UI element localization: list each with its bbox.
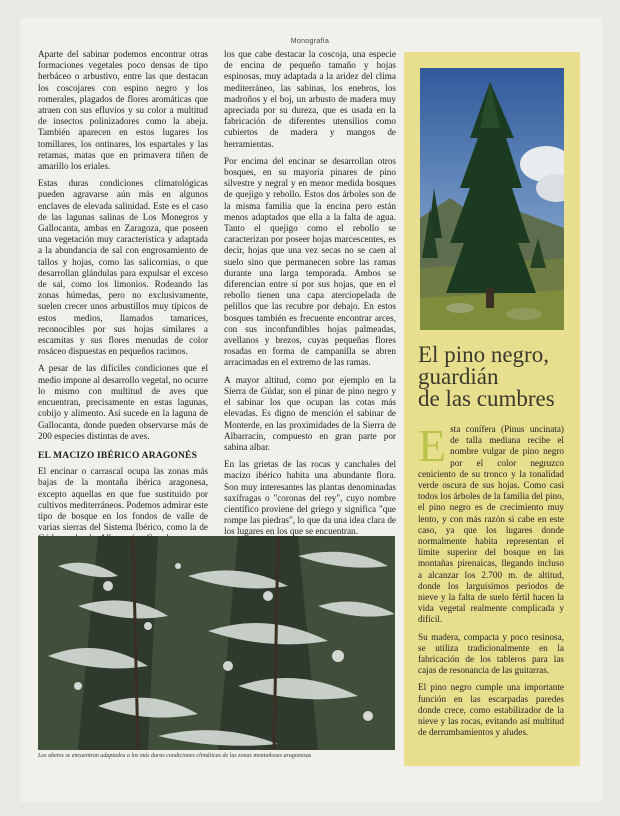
sidebar-intro-text: sta conífera (Pinus uncinata) de talla mediana recibe el nombre vulgar de pino negro por el color negruzco ceniciento de su tronco y la tonalidad verde oscura de sus hojas. Como casi todos los árboles de la familia del pino, el pino negro es de crecimiento muy lento, y con más razón si cabe en este caso, ya que los lugares donde normalmente habita representan el límite superior del bosque en las montañas pirenaicas, llegando incluso a alcanzar los 2.700 m. de altitud, donde los larguísimos periodos de nieve y la falta de suelo fértil hacen la vida vegetal realmente complicada y difícil. [418, 424, 564, 625]
col2-paragraph: En las grietas de las rocas y canchales del macizo ibérico habita una abundante flora. Son muy interesantes las plantas denominadas saxífragas o "coronas del rey", cuyo nombre científico proviene del griego y significa "que rompe las piedras", lo que da una idea clara de los lugares en los que se encuentran. [224, 459, 396, 537]
sidebar-paragraph: El pino negro cumple una importante función en las escarpadas paredes donde crece, como estabilizador de la nieve y las rocas, evitando así multitud de derrumbamientos y aludes. [418, 682, 564, 738]
sidebar-body [418, 420, 564, 744]
snowy-firs-photo [38, 536, 395, 750]
text-column-1 [38, 49, 208, 562]
col2-paragraph: los que cabe destacar la coscoja, una especie de encina de pequeño tamaño y hojas espinosas, muy adaptada a la aridez del clima mediterráneo, las sabinas, los enebros, los madroños y el boj, un arbusto de madera muy apreciada por su dureza, que es usada en la fabricación de diferentes utensilios como cubiertos de madera y mangos de herramientas. [224, 49, 396, 149]
sidebar-title-line: guardián [418, 364, 499, 389]
text-column-2 [224, 49, 396, 544]
col1-paragraph: El encinar o carrascal ocupa las zonas más bajas de la montaña ibérica aragonesa, excepto aquellas en que fue sustituido por cultivos mediterráneos. Podemos admirar este tipo de bosque en los fondos de valle de varias sierras del Sistema Ibérico, como la de [38, 466, 208, 533]
col1-paragraph: Aparte del sabinar podemos encontrar otras formaciones vegetales poco densas de tipo herbáceo o arbustivo, entre las que destacan los coscojares con espino negro y los romerales, plagados de flores aromáticas que atraen con sus efluvios y su color a multitud de insectos polinizadores como la abeja. También aparecen en estos lugares los tomillares, los ontinares, los espartales y las retamas, matas que en primavera tiñen de amarillo los eriales. [38, 49, 208, 172]
drop-cap: E [418, 420, 447, 471]
col1-paragraph: Estas duras condiciones climatológicas pueden agravarse aún más en algunos enclaves de elevada salinidad. Este es el caso de las lagunas salinas de Los Monegros y Gallocanta, ambas en Zaragoza, que poseen una vegetación muy característica y adaptada a la abundancia de sal con engrosamiento de tallos y hojas, como las salicornias, o que desarrollan glándulas para expulsar el exceso de sal, como los limonios. Rodeando las zonas húmedas, pero no exclusivamente, suelen crecer unos arbustillos muy típicos de estos medios, llamados tamarices, reconocibles por sus hojas similares a escamitas y sus flores menudas de color rosáceo dispuestas en pequeños racimos. [38, 178, 208, 357]
section-header: Monografía [290, 38, 330, 45]
col1-paragraph: A pesar de las difíciles condiciones que el medio impone al desarrollo vegetal, no ocurre lo mismo con multitud de aves que encuentran, precisamente en estas lagunas, cobijo y alimento. Así sucede en la laguna de Gallocanta, donde pueden observarse más de 200 especies distintas de aves. [38, 363, 208, 441]
pine-tree-photo [420, 68, 564, 330]
sidebar-title-line: de las cumbres [418, 386, 555, 411]
col2-paragraph: Por encima del encinar se desarrollan otros bosques, en su mayoría pinares de pino silvestre y negral y en menor medida bosques de quejigo y rebollo. Estos dos árboles son de la misma familia que la encina pero están menos adaptados que ella a la falta de agua. Tanto el quejigo como el rebollo se caracterizan por poseer hojas marcescentes, es decir, hojas que una vez secas no se caen al suelo sino que permanecen sobre las ramas durante una larga temporada. Ambos se diferencian entre sí por sus hojas, que en el rebollo tienen una capa aterciopelada de pelillos que las recubre por debajo. En estos bosques también es frecuente encontrar arces, con sus inconfundibles hojas palmeadas, avellanos y brezos, cuyas pequeñas flores rosadas en forma de campanilla se abren arracimadas en el extremo de las ramas. [224, 155, 396, 368]
sidebar-paragraph [418, 420, 564, 626]
sidebar-paragraph: Su madera, compacta y poco resinosa, se utiliza tradicionalmente en la fabricación de los tableros para las cajas de resonancia de las guitarras. [418, 631, 564, 676]
sidebar-title [418, 344, 568, 410]
col2-paragraph: A mayor altitud, como por ejemplo en la Sierra de Gúdar, son el pinar de pino negro y el sabinar los que ocupan las cotas más elevadas. Es digno de mención el sabinar de Monterde, en las proximidades de la Sierra de Albarracín, compuesto en gran parte por sabina albar. [224, 374, 396, 452]
section-subheading: EL MACIZO IBÉRICO ARAGONÉS [38, 450, 198, 461]
photo-caption: Los abetos se encuentran adaptados a las más duras condiciones climáticas de las zonas montañosas aragonesas [38, 753, 312, 759]
sidebar-title-line: El pino negro, [418, 342, 549, 367]
